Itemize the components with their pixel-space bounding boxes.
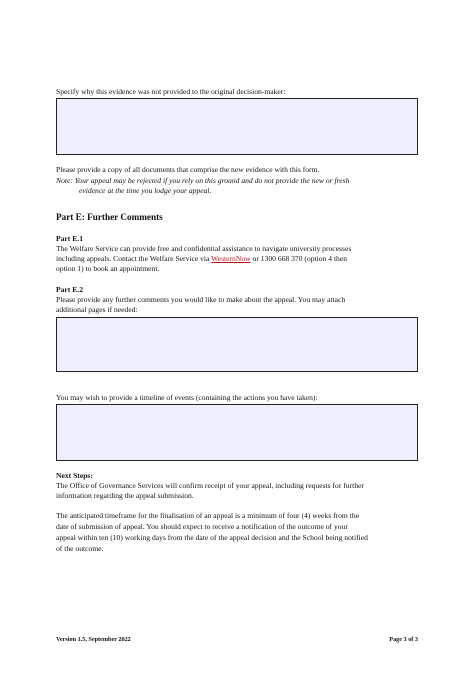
next-steps-p2-line-3: appeal within ten (10) working days from the date of the appeal decision and the School being notified [56, 533, 368, 542]
next-steps-p2-line-1: The anticipated timeframe for the finalisation of an appeal is a minimum of four (4) weeks from the [56, 511, 360, 520]
note-text-line-1: Your appeal may be rejected if you rely on this ground and do not provide the new or fresh [74, 176, 350, 185]
next-steps-p2-line-4: of the outcome. [56, 544, 104, 553]
part-e1-line-2-before: including appeals. Contact the Welfare Service via [56, 254, 212, 263]
note-text-line-2: evidence at the time you lodge your appeal. [79, 186, 212, 195]
evidence-reason-field[interactable] [56, 98, 418, 155]
part-e1-line-2-after: or 1300 668 370 (option 4 then [250, 254, 348, 263]
footer-version: Version 1.5, September 2022 [56, 636, 131, 643]
next-steps-p1-line-1: The Office of Governance Services will confirm receipt of your appeal, including requests for further [56, 481, 364, 490]
evidence-reason-prompt: Specify why this evidence was not provided to the original decision-maker: [56, 87, 286, 96]
note-label: Note: [56, 176, 73, 185]
part-e2-line-1: Please provide any further comments you would like to make about the appeal. You may attach [56, 295, 346, 304]
part-e1-line-1: The Welfare Service can provide free and confidential assistance to navigate university processes [56, 244, 352, 253]
part-e1-line-2 [56, 254, 347, 265]
next-steps-p1-line-2: information regarding the appeal submission. [56, 491, 194, 500]
timeline-field[interactable] [56, 404, 418, 461]
part-e1-label: Part E.1 [56, 234, 83, 243]
next-steps-label: Next Steps: [56, 471, 93, 480]
evidence-note [56, 176, 349, 187]
part-e2-label: Part E.2 [56, 285, 83, 294]
timeline-prompt: You may wish to provide a timeline of events (containing the actions you have taken): [56, 393, 318, 402]
footer-page-number: Page 3 of 3 [389, 636, 418, 643]
part-e-heading: Part E: Further Comments [56, 212, 163, 222]
westernnow-link[interactable]: WesternNow [211, 254, 251, 263]
further-comments-field[interactable] [56, 317, 418, 372]
part-e1-line-3: option 1) to book an appointment. [56, 264, 160, 273]
evidence-copy-instruction: Please provide a copy of all documents that comprise the new evidence with this form. [56, 165, 320, 174]
part-e2-line-2: additional pages if needed: [56, 305, 138, 314]
next-steps-p2-line-2: date of submission of appeal. You should expect to receive a notification of the outcome of your [56, 522, 348, 531]
